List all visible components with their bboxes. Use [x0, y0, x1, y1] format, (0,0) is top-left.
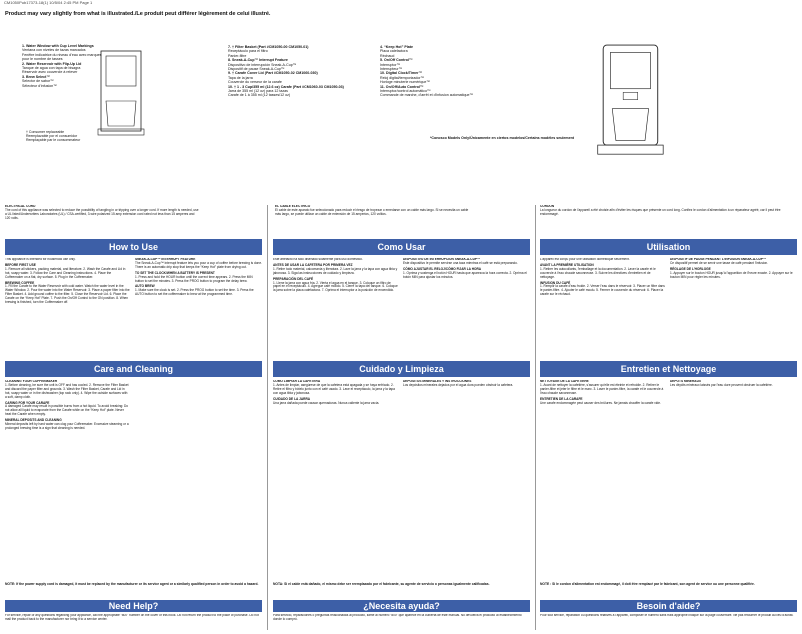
subheading: CLEANING YOUR COFFEEMAKER [5, 380, 58, 383]
paragraph: The Sneak-A-Cup™ interrupt feature lets you pour a cup of coffee before brewing is done. There is an automatic drip stop that keeps the “Keep Hot” plate from drying out. [135, 260, 262, 269]
part-line: 3. Brew Select™ [22, 74, 50, 79]
consumer-replaceable-note [26, 130, 80, 143]
part-line: pour le nombre de tasses [22, 57, 63, 62]
utilisation-bar: Utilisation [540, 239, 797, 255]
paragraph: 1. Retire todo material, calcomanía y literatura. 2. Lave la jarra y la tapa con agua tibia y jabonosa. 3. Siga las instrucciones de cuidado y limpieza. [273, 266, 398, 275]
subheading: CARING FOR YOUR CARAFE [5, 400, 50, 405]
parts-list-right [380, 45, 510, 98]
note-line: Remplaçable par le consommateur [26, 138, 81, 143]
part-line: Dispositivo de interrupción Sneak-A-Cup™ [228, 62, 297, 67]
paragraph: Les dépôts minéraux laissés par l'eau dure peuvent obstruer la cafetière. [670, 382, 773, 387]
help-text-en: For service, repair or any questions regarding your appliance, call the appropriate “800” number on the cover of this book. Do not return the product to the place of purchase. Do not mail the product back to the manufacturer nor bring it to a service center. [5, 614, 259, 621]
part-line: Sélecteur d'infusion™ [22, 83, 57, 88]
subheading: DÉPÔTS MINÉRAUX [670, 380, 701, 383]
part-line: Jarra de 355 ml (12 oz) para 12 tazas [228, 89, 288, 94]
paragraph: This appliance is intended for household use only. [5, 258, 76, 261]
illustration-base [598, 145, 663, 154]
subheading: CÓMO LIMPIAR LA CAFETERA [273, 380, 321, 383]
subheading: PREPARACIÓN DEL CAFÉ [273, 276, 314, 281]
file-header: CM1050Pub17373-18(1) 10/5/04 2:45 PM Page 1 [4, 0, 93, 5]
paragraph: Ce dispositif permet de se servir une tasse de café pendant l'infusion. [670, 260, 769, 265]
part-line: Dispositif de pause Sneak-A-Cup™ [228, 67, 285, 72]
subheading: BEFORE FIRST USE [5, 262, 36, 267]
cordon-section [540, 205, 795, 235]
subheading: DISPOSITIVO DE INTERRUPCIÓN SNEAK-A-CUP™ [403, 258, 481, 261]
coffeemaker-illustration [560, 36, 710, 186]
base-plate-shape [98, 129, 144, 135]
subheading: CUIDADO DE LA JARRA [273, 396, 311, 401]
paragraph: Este artefacto ha sido diseñado solamente para uso doméstico. [273, 258, 363, 261]
models-note: *Conosco Models Only/Únicamente en ciertos modelos/Certains modèles seulement [430, 136, 574, 140]
subheading: NETTOYAGE DE LA CAFETIÈRE [540, 380, 589, 383]
besoin-aide-bar: Besoin d'aide? [540, 600, 797, 612]
subheading: SNEAK-A-CUP™ INTERRUPT FEATURE [135, 258, 196, 261]
utilisation-col1 [540, 258, 665, 356]
paragraph: The cord of this appliance was selected to reduce the possibility of tangling in or tripping over a longer cord. If more length is needed, use a UL listed/Underwriters Laboratories (UL) / CSA-certified, 3-wire polarized 15 amp extension cord rated not less than 15 amperes and 120 volts. [5, 207, 199, 220]
subheading: AVANT LA PREMIÈRE UTILISATION [540, 262, 594, 267]
part-line: Réservoir avec couvercle à relever [22, 70, 78, 75]
part-line: Tanque de agua con tapa de bisagra [22, 66, 81, 71]
subheading: INFUSION DU CAFÉ [540, 280, 571, 285]
need-help-bar: Need Help? [5, 600, 262, 612]
part-line: 2. Water Reservoir with Flip-Up Lid [22, 61, 82, 66]
note-line: Reemplazable por el consumidor [26, 134, 78, 139]
subheading: ANTES DE USAR LA CAFETERA POR PRIMERA VEZ [273, 262, 353, 267]
part-line: Receptáculo para el filtro [228, 49, 268, 54]
part-line: 9. † Carafe Cover Lid (Part #CM1050-02 CM1060-030) [228, 71, 318, 76]
part-line: 7. † Filter Basket (Part #CM1050-00 CM1050-01) [228, 45, 309, 49]
care-cleaning-bar: Care and Cleaning [5, 361, 262, 377]
cuidado-bar: Cuidado y Limpieza [273, 361, 530, 377]
paragraph: 1. Llene la jarra con agua fría. 2. Vierta el agua en el tanque. 3. Coloque un filtro de papel en el receptáculo. 4. Agregue café molido. 5. Cierre la tapa del tanque. 6. Coloque la jarra sobre la placa calefactora. 7. Oprima el interruptor a la posición de encendido. [273, 280, 398, 293]
subheading: DEPÓSITOS MINERALES Y INSTRUCCIONES [403, 380, 472, 383]
part-line: Placa calefactora [380, 49, 408, 54]
section-heading: CORDON [540, 205, 555, 208]
cable-electrico-section [275, 205, 470, 235]
subheading: ENTRETIEN DE LA CARAFE [540, 396, 583, 401]
parts-list-middle [228, 45, 368, 98]
paragraph: Este dispositivo le permite servirse una taza mientras el café se está preparando. [403, 260, 518, 265]
part-line: Commande de marche, d'arrêt et d'infusion automatique™ [380, 93, 474, 98]
illustration-body [603, 45, 658, 145]
paragraph: 1. Fill the Carafe to the Water Reservoir with cold water. Watch the water level in the Water Window. 2. Pour the water into the Water Reservoir. 3. Place a paper filter into the Filter Basket. 4. Add ground coffee to the filter. 5. Close the Reservoir Lid. 6. Place the Carafe on the “Keep Hot” Plate. 7. Push the On/Off Control to the ON position. 8. When brewing is finished, turn the Coffeemaker off. [5, 284, 130, 305]
part-line: 11. On/Off/Auto Control™ [380, 84, 424, 89]
paragraph: 1. Appuyer sur le bouton HOUR jusqu'à l'apparition de l'heure exacte. 2. Appuyer sur le bouton MIN pour régler les minutes. [670, 270, 793, 279]
column-divider [267, 205, 268, 630]
paragraph: A damaged Carafe may result in possible burns from a hot liquid. To avoid breaking: Do not allow all liquid to evaporate from the Carafe while on the “Keep Hot” plate. Never heat the Carafe when empty. [5, 404, 129, 417]
como-usar-bar: Como Usar [273, 239, 530, 255]
part-line: Carafe de 1 à 355 ml (12 tasses/12 oz) [228, 93, 291, 98]
paragraph: 1. Oprima y sostenga el botón HOUR hasta que aparezca la hora correcta. 2. Oprima el botón MIN para ajustar los minutos. [403, 270, 527, 279]
paragraph: 1. Retirer les autocollants, l'emballage et la documentation. 2. Laver la carafe et le couvercle à l'eau chaude savonneuse. 3. Suivre les directives d'entretien et de nettoyage. [540, 266, 656, 279]
illustration-clock [623, 92, 638, 99]
part-line: Fenêtre indicatrice du niveau d'eau avec marques [22, 52, 102, 57]
paragraph: 1. Remove all stickers, packing material, and literature. 2. Wash the Carafe and Lid in hot, soapy water. 3. Follow the Care and Cleaning instructions. 4. Place the Coffeemaker on a flat, dry surface. 5. Plug in the Coffeemaker. [5, 266, 126, 279]
part-line: 5. On/Off Control™ [380, 58, 413, 63]
section-heading: ELECTRICAL CORD [5, 205, 36, 208]
subheading: AUTO BREW [135, 284, 155, 289]
paragraph: Une carafe endommagée peut causer des brûlures. Ne jamais chauffer la carafe vide. [540, 400, 661, 405]
part-line: Ventana con niveles de tazas marcados [22, 48, 86, 53]
help-text-es: Para servicio, reparaciones o preguntas relacionadas al producto, llame al número “800” que aparece en la cubierta de este manual. No devuelva el producto al establecimiento donde lo compró. [273, 614, 522, 621]
paragraph: 1. Make sure the clock is set. 2. Press the PROG button to set the time. 3. Press the AUTO button to set the coffeemaker to brew at the programmed time. [135, 288, 254, 297]
part-line: Selector de sabor™ [22, 79, 54, 84]
section-heading: EL CABLE ELÉCTRICO [275, 205, 311, 208]
part-line: 8. Sneak-A-Cup™ Interrupt Feature [228, 58, 288, 63]
part-line: 4. “Keep Hot” Plate [380, 45, 413, 49]
paragraph: Una jarra dañada puede causar quemaduras. Nunca caliente la jarra vacía. [273, 400, 380, 405]
entretien-bar: Entretien et Nettoyage [540, 361, 797, 377]
subheading: CÓMO AJUSTAR EL RELOJ/CÓMO FIJAR LA HORA [403, 266, 482, 271]
entretien-col2 [670, 380, 797, 530]
part-line: Horloge minuterie numérique™ [380, 80, 430, 85]
part-line: Couvercle du verseur de la carafe [228, 80, 282, 85]
illustration-reservoir [610, 52, 650, 88]
part-line: Panier-filtre [228, 53, 247, 58]
como-usar-col2 [403, 258, 530, 356]
paragraph: L'appareil est conçu pour une utilisation domestique seulement. [540, 258, 630, 261]
entretien-col1 [540, 380, 665, 530]
subheading: MINERAL DEPOSITS AND CLEANING [5, 418, 62, 423]
part-line: 10. † 1 - 3 Cup/355 ml (12.6 oz) Carafe (Part #CM1060-03 CM1050-03) [228, 84, 344, 89]
note-line: † Consumer replaceable [26, 130, 65, 134]
column-divider [535, 205, 536, 630]
how-to-use-bar: How to Use [5, 239, 262, 255]
product-notice: Product may vary slightly from what is illustrated./Le produit peut différer légèrement de celui illustré. [5, 11, 271, 17]
paragraph: Los depósitos minerales dejados por el agua dura pueden obstruir la cafetera. [403, 382, 514, 387]
carafe-shape [106, 101, 136, 126]
care-col1 [5, 380, 130, 530]
necesita-ayuda-bar: ¿Necesita ayuda? [273, 600, 530, 612]
subheading: TO SET THE CLOCK/WHEN A BATTERY IS PRESENT [135, 270, 215, 275]
paragraph: 1. Remplir la carafe d'eau froide. 2. Verser l'eau dans le réservoir. 3. Placer un filtre dans le panier-filtre. 4. Ajouter le café moulu. 5. Fermer le couvercle du réservoir. 6. Placer la carafe sur le réchaud. [540, 284, 665, 297]
illustration-carafe [612, 109, 648, 141]
paragraph: 1. Avant de nettoyer la cafetière, s'assurer qu'elle est éteinte et refroidie. 2. Retirer le panier-filtre et jeter le filtre et le marc. 3. Laver le panier-filtre, la carafe et le couvercle à l'eau chaude savonneuse. [540, 382, 664, 395]
utilisation-col2 [670, 258, 797, 356]
paragraph: 1. Antes de limpiar, asegúrese de que la cafetera está apagada y se haya enfriado. 2. Retire el filtro y bótelo junto con el café usado. 3. Lave el receptáculo, la jarra y la tapa con agua tibia y jabonosa. [273, 382, 395, 395]
paragraph: 1. Press and hold the HOUR button until the correct time appears. 2. Press the MIN button to set the minutes. 3. Press the PROG button to program the delay brew. [135, 274, 253, 283]
part-line: Reloj digital/temporizador™ [380, 75, 425, 80]
part-line: Interrupteur™ [380, 67, 403, 72]
paragraph: El cable de este aparato fue seleccionado para reducir el riesgo de tropezar o enredarse con un cable más largo. Si se necesita un cable más largo, se puede utilizar un cable de extensión de 15 amperios, 120 voltios. [275, 207, 469, 216]
part-line: 10. Digital Clock/Timer™ [380, 71, 423, 76]
cuidado-col2 [403, 380, 530, 530]
part-line: Réchaud [380, 53, 395, 58]
part-line: Interruptor™ [380, 62, 401, 67]
paragraph: 1. Before cleaning, be sure the unit is OFF and has cooled. 2. Remove the Filter Basket and discard the paper filter and grounds. 3. Wash the Filter Basket, Carafe and Lid in hot, soapy water or in the dishwasher (top rack only). 4. Wipe the outside surfaces with a soft, damp cloth. [5, 382, 129, 399]
power-cord-note-fr: NOTE : Si le cordon d'alimentation est endommagé, il doit être remplacé par le fabricant, son agent de service ou une personne qualifiée. [540, 582, 755, 586]
paragraph: Mineral deposits left by hard water can clog your Coffeemaker. Excessive steaming or a prolonged brewing time is a sign that cleaning is needed. [5, 422, 129, 430]
subheading: BREWING COFFEE [5, 280, 35, 285]
como-usar-col1 [273, 258, 398, 356]
part-line: Interruptor/control automático™ [380, 89, 431, 94]
part-line: Tapa de la jarra [228, 75, 253, 80]
part-line: 1. Water Window with Cup Level Markings [22, 44, 94, 48]
how-to-use-col2 [135, 258, 262, 356]
power-cord-note-en: NOTE: If the power supply cord is damaged, it must be replaced by the manufacturer or its service agent or a similarly qualified person in order to avoid a hazard. [5, 582, 259, 586]
cuidado-col1 [273, 380, 398, 530]
subheading: DISPOSITIF DE PAUSE PENDANT L'INFUSION SNEAK-A-CUP™ [670, 258, 767, 261]
paragraph: La longueur du cordon de l'appareil a été choisie afin d'éviter les risques que présente un cord long. Confiez le cordon d'alimentation à un réparateur agréé, car il peut être endommagé. [540, 207, 781, 216]
help-text-fr: Pour tout service, réparation ou questions relatives à l'appareil, composer le numéro sans frais approprié indiqué sur la page couverture. Ne pas retourner le produit au lieu d'achat. [540, 614, 794, 617]
electrical-cord-section [5, 205, 200, 235]
how-to-use-col1 [5, 258, 130, 356]
subheading: RÉGLAGE DE L'HORLOGE [670, 266, 711, 271]
power-cord-note-es: NOTA: Si el cable está dañado, el mismo debe ser reemplazado por el fabricante, su agente de servicio o personas igualmente calificadas. [273, 582, 490, 586]
parts-list-left [22, 44, 112, 88]
